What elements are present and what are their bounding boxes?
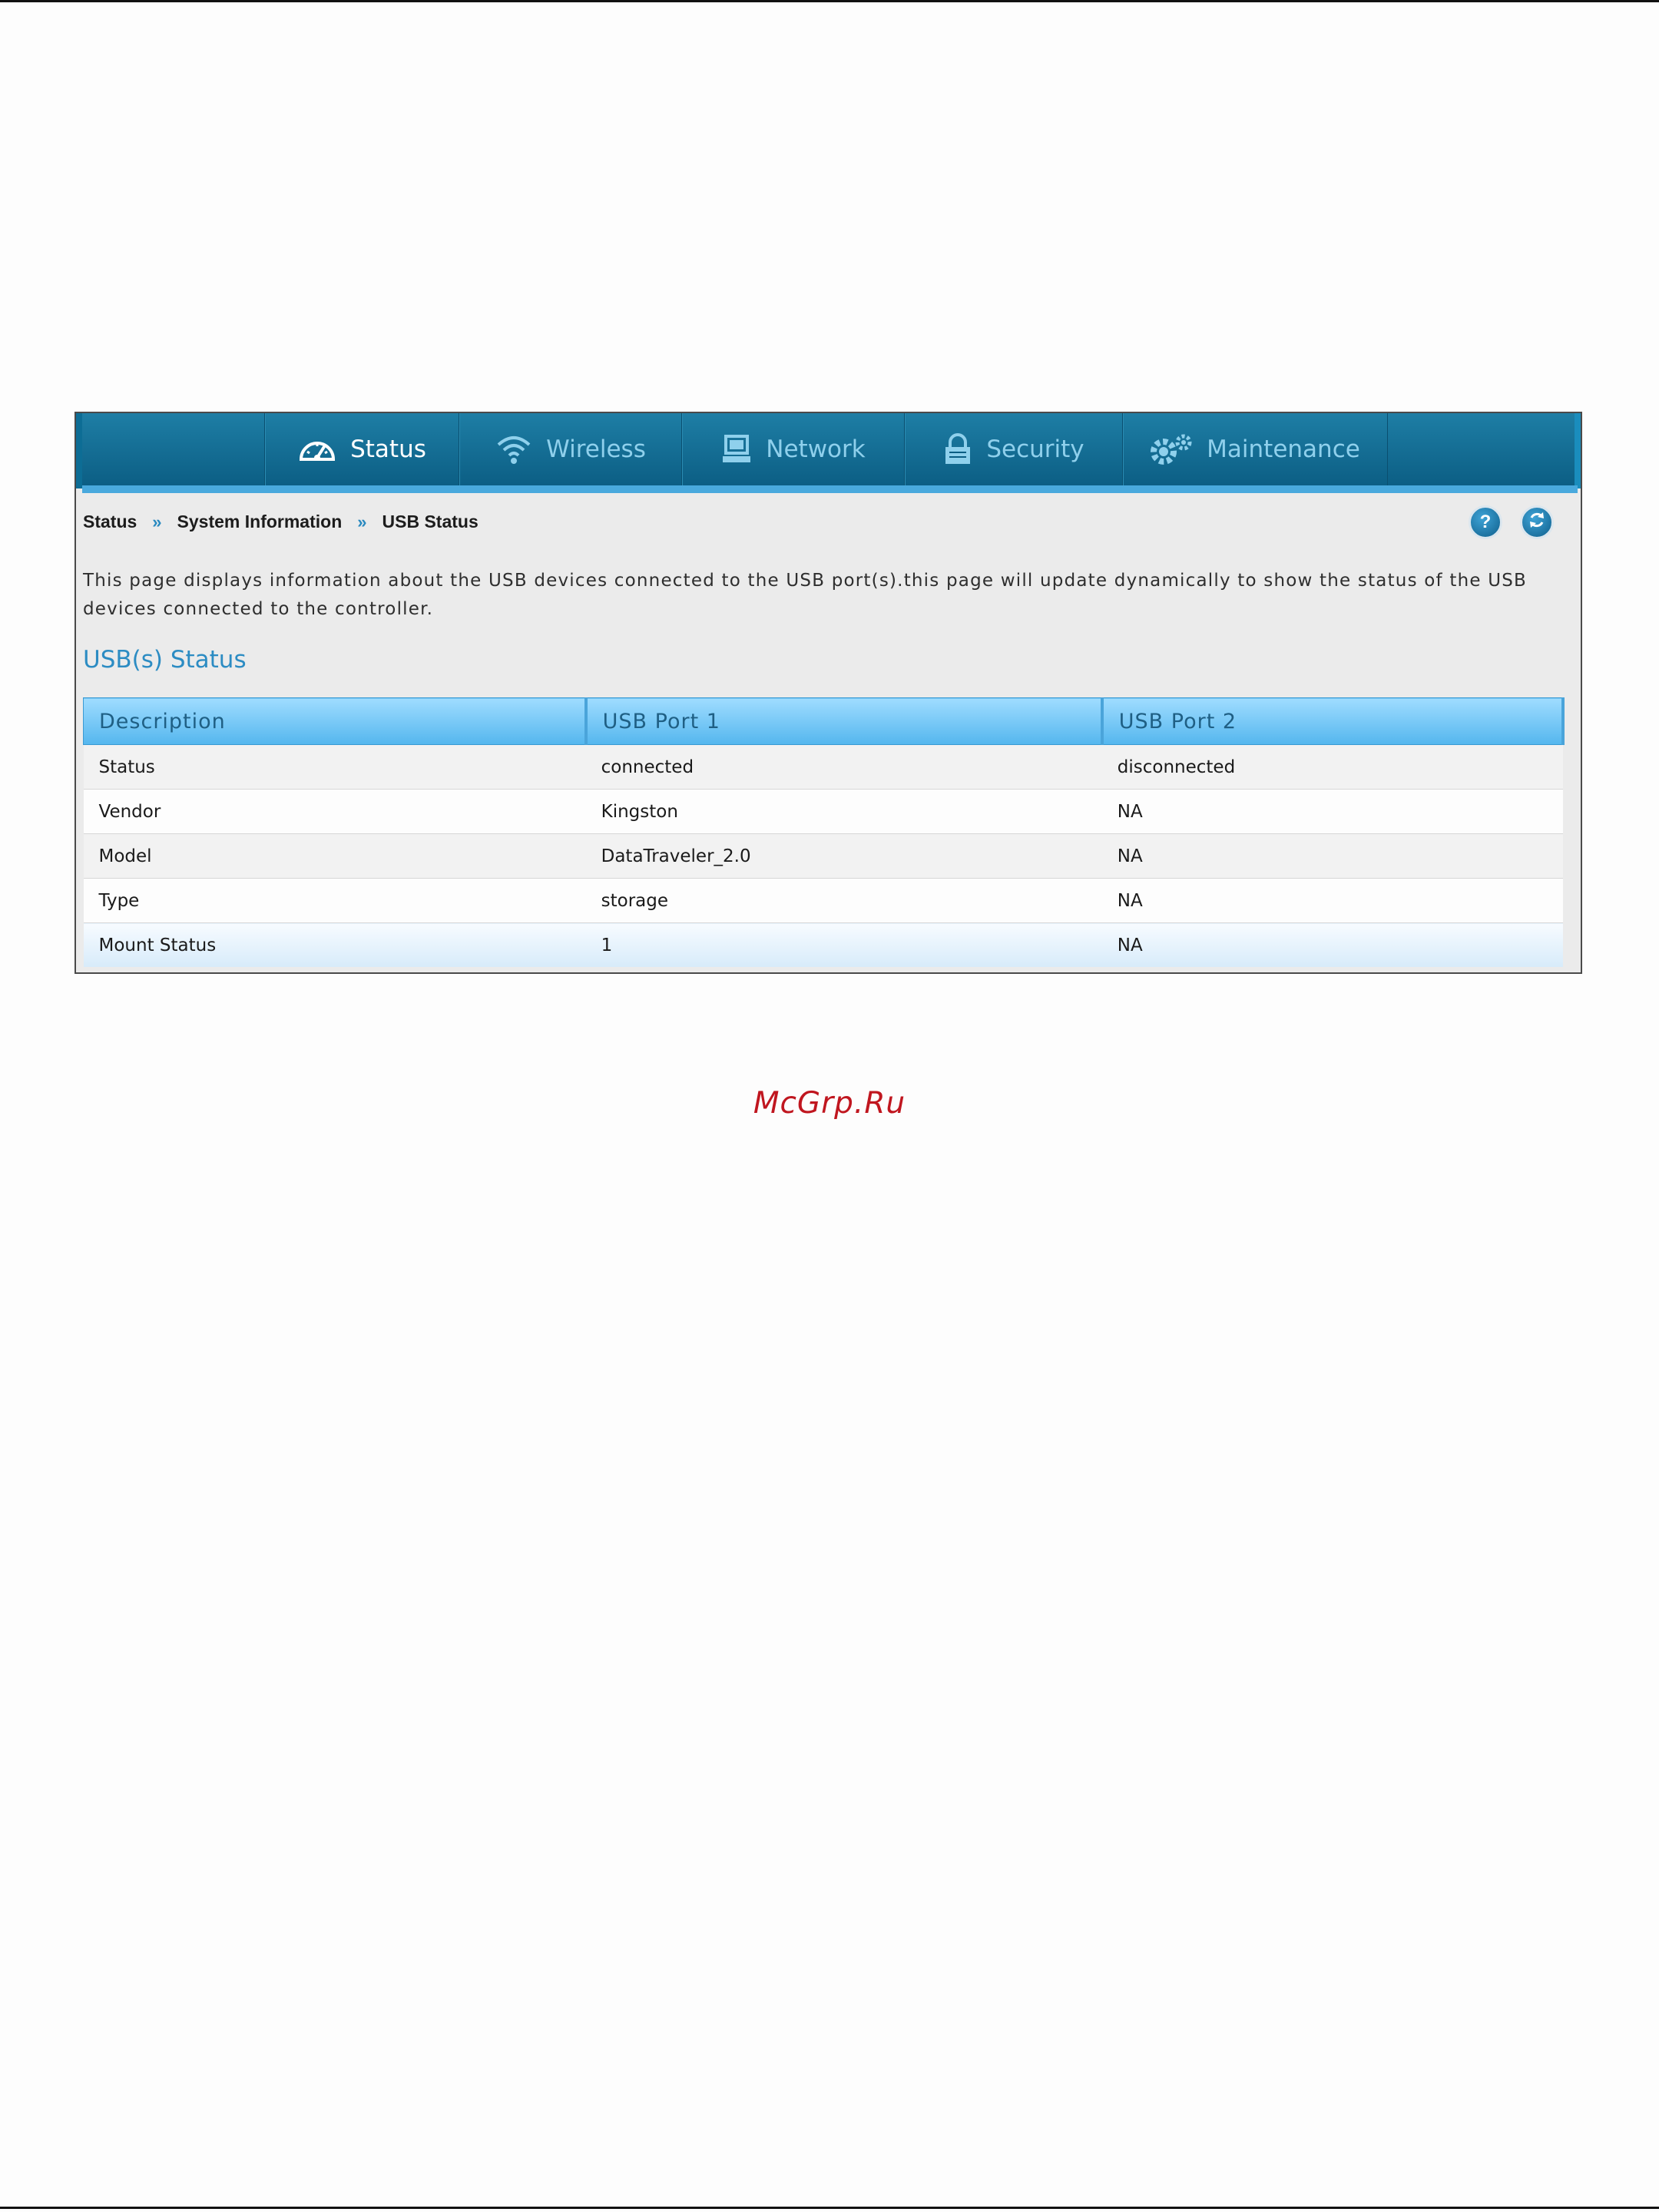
table-row: [84, 745, 1564, 790]
table-row: [84, 790, 1564, 834]
help-icon: ?: [1479, 512, 1492, 532]
refresh-icon: [1527, 510, 1547, 535]
table-cell: Model: [84, 834, 586, 879]
navbar-edge: [76, 413, 82, 488]
breadcrumb-separator: »: [357, 512, 367, 531]
page-bottom-rule: [0, 2207, 1659, 2209]
table-cell: disconnected: [1102, 745, 1563, 790]
table-cell: connected: [586, 745, 1102, 790]
nav-tab-maintenance[interactable]: [1122, 413, 1388, 485]
nav-tab-label: Network: [766, 435, 866, 463]
nav-tab-label: Status: [350, 435, 426, 463]
breadcrumb-separator: »: [152, 512, 162, 531]
gears-icon: [1150, 433, 1193, 465]
nav-tab-label: Maintenance: [1207, 435, 1360, 463]
table-cell: NA: [1102, 879, 1563, 923]
breadcrumb-current-usb-status: USB Status: [382, 512, 478, 531]
speedometer-icon: [298, 435, 336, 464]
column-header-usb-port-2[interactable]: USB Port 2: [1102, 698, 1563, 745]
table-cell: NA: [1102, 834, 1563, 879]
table-cell: DataTraveler_2.0: [586, 834, 1102, 879]
table-cell: NA: [1102, 790, 1563, 834]
breadcrumb: [83, 512, 478, 532]
page-description: This page displays information about the USB devices connected to the USB port(s).this page will update dynamically to show the status of the USB devices connected to the controller.: [83, 571, 1528, 619]
padlock-icon: [943, 433, 972, 465]
table-cell: Mount Status: [84, 923, 586, 968]
nav-tab-label: Security: [986, 435, 1084, 463]
wifi-icon: [495, 434, 532, 465]
column-header-description[interactable]: Description: [84, 698, 586, 745]
table-cell: storage: [586, 879, 1102, 923]
page-top-rule: [0, 0, 1659, 2]
navbar-underline: [82, 485, 1578, 493]
router-ui-screenshot: [75, 412, 1582, 974]
nav-tab-wireless[interactable]: [459, 413, 682, 485]
usb-status-table: [83, 697, 1565, 967]
table-cell: NA: [1102, 923, 1563, 968]
table-cell: 1: [586, 923, 1102, 968]
column-header-usb-port-1[interactable]: USB Port 1: [586, 698, 1102, 745]
nav-tab-status[interactable]: [264, 413, 459, 485]
table-row: [84, 923, 1564, 968]
table-row: [84, 834, 1564, 879]
nav-tab-label: Wireless: [546, 435, 646, 463]
nav-tab-network[interactable]: [681, 413, 905, 485]
table-header-row: [84, 698, 1564, 745]
table-cell: Kingston: [586, 790, 1102, 834]
table-row: [84, 879, 1564, 923]
navbar-edge: [1575, 413, 1581, 488]
computer-icon: [721, 434, 752, 465]
table-cell: Status: [84, 745, 586, 790]
breadcrumb-link-status[interactable]: Status: [83, 512, 137, 531]
table-cell: Type: [84, 879, 586, 923]
help-button[interactable]: [1469, 505, 1502, 539]
breadcrumb-link-system-information[interactable]: System Information: [177, 512, 343, 531]
refresh-button[interactable]: [1520, 505, 1554, 539]
nav-tab-security[interactable]: [904, 413, 1123, 485]
site-watermark: McGrp.Ru: [753, 1086, 906, 1121]
table-cell: Vendor: [84, 790, 586, 834]
section-title: USB(s) Status: [83, 646, 247, 674]
